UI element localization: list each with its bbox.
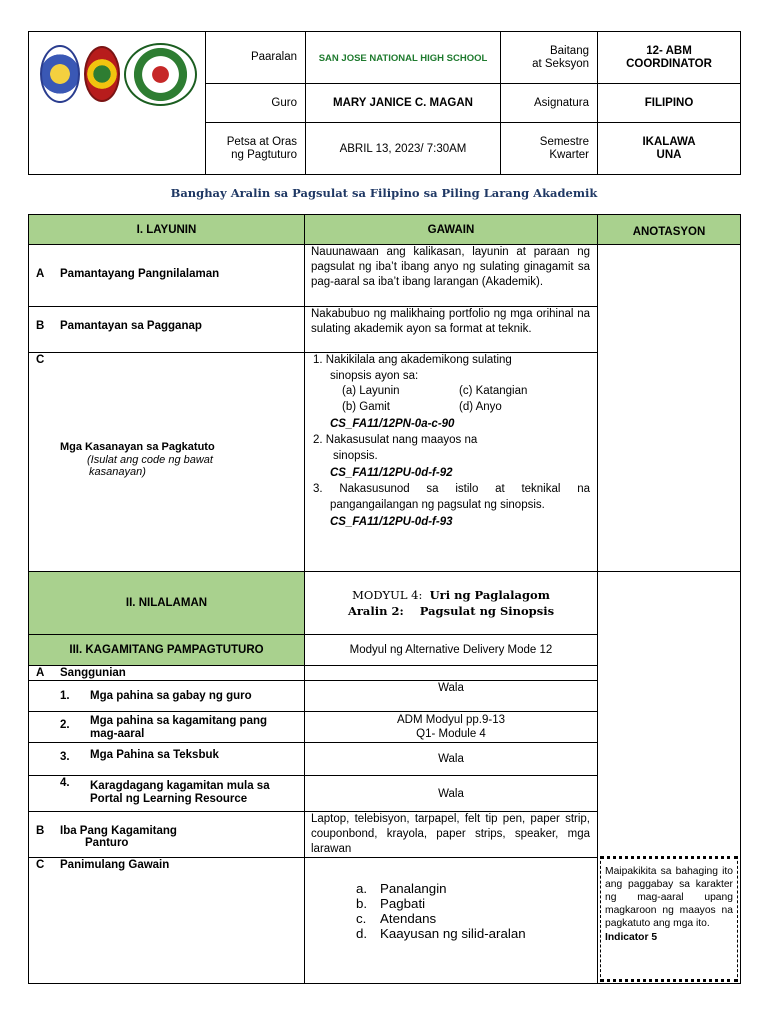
kagamitan-label: III. KAGAMITANG PAMPAGTUTURO (29, 635, 305, 666)
col-header-layunin: I. LAYUNIN (29, 215, 305, 245)
row-b-text: Nakabubuo ng malikhaing portfolio ng mga orihinal na sulating akademik ayon sa format at teknik. (305, 307, 598, 353)
ref-1-value: Wala (305, 681, 598, 712)
ref-1-number: 1. (60, 690, 70, 702)
ref-4-label: Karagdagang kagamitan mula sa Portal ng Learning Resource (90, 780, 270, 805)
date-label-2: ng Pagtuturo (231, 148, 297, 161)
panimula-label: Panimulang Gawain (60, 859, 170, 871)
ref-2-value-cell (305, 712, 598, 743)
sem-label-2: Kwarter (549, 148, 589, 161)
ref-4-value: Wala (305, 776, 598, 812)
kagamitan-value: Modyul ng Alternative Delivery Mode 12 (305, 635, 598, 666)
panimula-label-cell (29, 858, 305, 984)
iba-pang-label-cell (29, 812, 305, 858)
panimula-item: d. Kaayusan ng silid-aralan (356, 925, 526, 941)
ref-3-number: 3. (60, 751, 70, 763)
sanggunian-letter: A (36, 667, 45, 679)
sem-label-1: Semestre (539, 135, 589, 148)
iba-pang-letter: B (36, 825, 45, 837)
ref-3-value: Wala (305, 743, 598, 776)
panimula-item: b. Pagbati (356, 895, 426, 911)
subject-label: Asignatura (534, 96, 589, 109)
subject-value: FILIPINO (644, 97, 694, 109)
ref-3-label: Mga Pahina sa Teksbuk (90, 749, 219, 761)
date-value: ABRIL 13, 2023/ 7:30AM (339, 142, 467, 155)
competency-code-2: CS_FA11/12PU-0d-f-92 (330, 467, 453, 479)
row-b-letter: B (36, 320, 45, 332)
competency-1-line-2: sinopsis ayon sa: (330, 369, 419, 382)
row-c-letter: C (36, 354, 45, 366)
row-a-text: Nauunawaan ang kalikasan, layunin at paraan ng pagsulat ng iba’t ibang anyo ng sulating ginagamit sa pag-aaral sa iba’t ibang larangan (Akademik). (305, 245, 598, 307)
sanggunian-label: Sanggunian (60, 667, 126, 679)
indicator-label: Indicator 5 (605, 932, 658, 943)
row-c-sublabel-1: (Isulat ang code ng bawat (87, 454, 213, 466)
panimula-item: c. Atendans (356, 910, 437, 926)
ref-row-1 (29, 681, 305, 712)
annotation-note (600, 856, 738, 982)
col-header-gawain: GAWAIN (305, 215, 598, 245)
ref-2-label: Mga pahina sa kagamitang pang mag-aaral (90, 715, 268, 740)
row-b-label: Pamantayan sa Pagganap (60, 320, 202, 332)
school-label: Paaralan (250, 51, 297, 63)
ref-2-value: ADM Modyul pp.9-13 (396, 713, 506, 726)
panimula-letter: C (36, 859, 45, 871)
panimula-item: a. Panalangin (356, 880, 447, 896)
ref-1-label: Mga pahina sa gabay ng guro (90, 690, 252, 702)
competency-2-line-2: sinopsis. (333, 449, 378, 462)
ref-4-number: 4. (60, 777, 70, 789)
option-d: (d) Anyo (459, 400, 502, 413)
row-c-label-cell (29, 353, 305, 572)
col-header-anotasyon: ANOTASYON (598, 215, 741, 245)
school-name: SAN JOSE NATIONAL HIGH SCHOOL (318, 52, 488, 64)
ref-row-4 (29, 776, 305, 812)
ref-2-number: 2. (60, 719, 70, 731)
row-c-label: Mga Kasanayan sa Pagkatuto (60, 441, 215, 453)
lesson-label: Aralin 2: (347, 604, 404, 618)
competency-1-line-1: 1. Nakikilala ang akademikong sulating (313, 354, 512, 366)
header-table (28, 31, 741, 175)
row-a-label-cell (29, 245, 305, 307)
competency-3: 3. Nakasusunod sa istilo at teknikal na pangangailangan ng pagsulat ng sinopsis. (313, 483, 590, 511)
deped-seal-logo (40, 45, 80, 103)
grade-value-1: 12- ABM (646, 44, 692, 57)
grade-label-1: Baitang (549, 44, 589, 57)
row-c-sublabel-2: kasanayan) (89, 466, 146, 478)
ref-row-2 (29, 712, 305, 743)
logo-cell (29, 32, 206, 175)
option-b: (b) Gamit (342, 400, 390, 413)
school-seal-logo (124, 43, 197, 106)
competency-code-1: CS_FA11/12PN-0a-c-90 (330, 418, 455, 430)
date-label-1: Petsa at Oras (226, 135, 297, 148)
teacher-label: Guro (271, 96, 297, 109)
row-a-label: Pamantayang Pangnilalaman (60, 268, 220, 280)
nilalaman-content (305, 572, 598, 635)
iba-pang-label-1: Iba Pang Kagamitang (60, 825, 177, 837)
document-title: Banghay Aralin sa Pagsulat sa Filipino sa Piling Larang Akademik (170, 186, 598, 200)
module-label: MODYUL 4: (352, 588, 423, 602)
competency-code-3: CS_FA11/12PU-0d-f-93 (330, 516, 453, 528)
iba-pang-text: Laptop, telebisyon, tarpapel, felt tip pen, paper strip, couponbond, krayola, paper strips, speaker, mga larawan (305, 812, 598, 858)
anotasyon-cell-1 (598, 245, 741, 572)
lesson-title: Pagsulat ng Sinopsis (419, 604, 555, 618)
nilalaman-label: II. NILALAMAN (29, 572, 305, 635)
row-a-letter: A (36, 268, 45, 280)
module-title: Uri ng Paglalagom (429, 588, 550, 602)
sem-value-1: IKALAWA (642, 135, 696, 148)
district-seal-logo (84, 46, 120, 102)
teacher-name: MARY JANICE C. MAGAN (333, 97, 473, 109)
ref-row-3 (29, 743, 305, 776)
panimula-list (305, 858, 598, 984)
competency-2-line-1: 2. Nakasusulat nang maayos na (313, 434, 478, 446)
grade-label-2: at Seksyon (532, 57, 589, 70)
option-a: (a) Layunin (342, 385, 400, 397)
competency-list (305, 353, 598, 572)
row-b-label-cell (29, 307, 305, 353)
option-c: (c) Katangian (459, 385, 528, 397)
ref-2-value-2: Q1- Module 4 (416, 728, 486, 740)
sanggunian-label-cell (29, 666, 305, 681)
iba-pang-label-2: Panturo (85, 837, 129, 849)
sanggunian-empty (305, 666, 598, 681)
grade-value-2: COORDINATOR (626, 57, 712, 70)
sem-value-2: UNA (656, 148, 682, 161)
annotation-note-text: Maipakikita sa bahaging ito ang paggabay sa karakter ng mag-aaral upang magkaroon ng maayos na pagkatuto ang mga ito. (605, 866, 733, 929)
